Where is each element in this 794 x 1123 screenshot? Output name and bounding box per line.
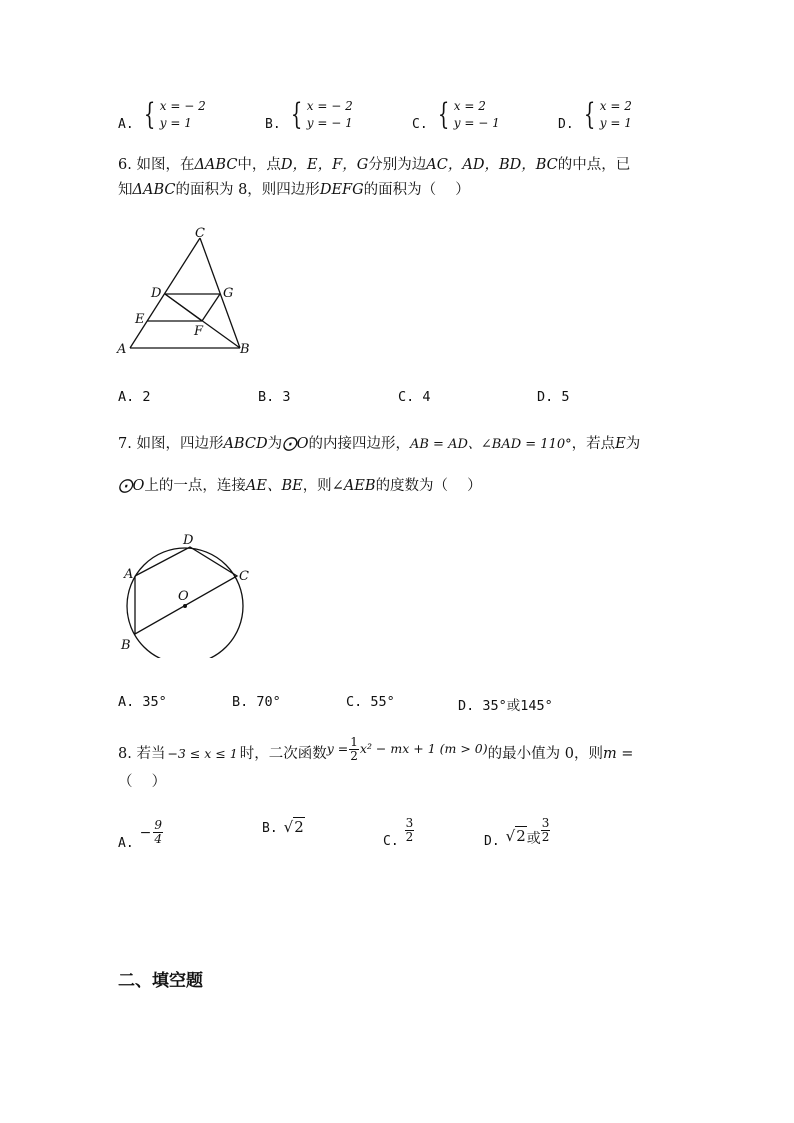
option-label: A. <box>118 389 135 405</box>
radicand: 2 <box>516 826 526 845</box>
text: 6. 如图，在 <box>118 157 195 173</box>
text: 的面积为（ ） <box>363 182 470 198</box>
option-label: B. <box>258 389 275 405</box>
text: 时，二次函数 <box>239 746 327 762</box>
numerator: 1 <box>350 734 358 749</box>
q8-stem-line2 <box>118 770 166 794</box>
text: 8. 若当 <box>118 746 166 762</box>
math: AB = AD、∠BAD = 110° <box>409 437 572 452</box>
brace-icon: { <box>143 97 155 132</box>
label-g: G <box>223 286 234 301</box>
label-f: F <box>194 324 204 339</box>
math: E <box>615 436 626 452</box>
option-label: D. <box>484 834 500 849</box>
option-label: D. <box>458 698 475 714</box>
math: AE、BE <box>245 478 303 494</box>
text: 上的一点，连接 <box>144 478 246 494</box>
option-value: 55° <box>370 694 395 710</box>
label-d: D <box>183 533 194 548</box>
option-label: D. <box>558 117 574 132</box>
equation-line: y = 1 <box>599 116 632 130</box>
text: 分别为边 <box>368 157 427 173</box>
equation-system <box>434 98 500 132</box>
numerator: 3 <box>405 816 414 830</box>
section-heading-fill-in: 二、填空题 <box>118 971 203 991</box>
option-value: 5 <box>561 389 570 405</box>
numerator: 9 <box>154 818 163 832</box>
denominator: 4 <box>154 832 163 846</box>
q6-option-a[interactable] <box>118 389 151 405</box>
label-a: A <box>124 567 134 582</box>
segment-ac <box>130 238 200 348</box>
q5-option-d[interactable] <box>558 98 632 132</box>
q7-option-b[interactable] <box>232 694 281 710</box>
math: − <box>139 824 152 841</box>
brace-icon: { <box>583 97 595 132</box>
q7-option-a[interactable] <box>118 694 167 710</box>
square-root: √2 <box>505 826 526 845</box>
text: 的最小值为 0，则 <box>487 746 603 762</box>
q5-option-a[interactable] <box>118 98 206 132</box>
q8-stem-line1 <box>118 734 634 766</box>
q5-option-b[interactable] <box>265 98 353 132</box>
denominator: 2 <box>405 830 414 844</box>
math: ABCD <box>223 436 268 452</box>
label-e: E <box>135 312 145 327</box>
text: 中，点 <box>237 157 281 173</box>
option-label: C. <box>398 389 415 405</box>
equation-line: y = 1 <box>159 116 192 130</box>
q7-option-d[interactable] <box>458 694 553 714</box>
label-b: B <box>240 342 250 357</box>
math: x² − mx + 1 (m > 0) <box>359 741 488 756</box>
option-label: A. <box>118 117 134 132</box>
option-label: C. <box>346 694 363 710</box>
math: AC，AD，BD，BC <box>426 157 558 173</box>
math: ⨀O <box>118 478 145 494</box>
label-d: D <box>151 286 162 301</box>
fraction <box>541 817 551 844</box>
q7-stem-line2 <box>118 474 482 498</box>
q6-option-d[interactable] <box>537 389 570 405</box>
q6-stem-line1 <box>118 153 630 177</box>
label-o: O <box>178 589 189 604</box>
equation-line: y = − 1 <box>306 116 353 130</box>
q8-option-d[interactable] <box>484 812 550 849</box>
q6-option-b[interactable] <box>258 389 291 405</box>
q6-stem-line2 <box>118 178 470 202</box>
label-c: C <box>239 569 249 584</box>
text: 为 <box>267 436 283 452</box>
text: 的内接四边形， <box>308 436 410 452</box>
fraction <box>405 817 415 844</box>
equation-system <box>580 98 632 132</box>
text: （ ） <box>118 774 167 790</box>
text: ，若点 <box>571 436 616 452</box>
option-label: B. <box>232 694 249 710</box>
equation-line: x = 2 <box>453 99 486 113</box>
option-value: 2 <box>142 389 151 405</box>
q6-option-c[interactable] <box>398 389 431 405</box>
option-label: A. <box>118 836 134 851</box>
math: ⨀O <box>282 436 309 452</box>
label-b: B <box>121 638 131 653</box>
center-point <box>183 604 187 608</box>
segment-bc <box>200 238 240 348</box>
q8-option-b[interactable] <box>262 818 305 836</box>
option-value: 3 <box>282 389 291 405</box>
option-value: 35°或145° <box>482 698 553 714</box>
math: ∠AEB <box>331 478 376 494</box>
text: 的度数为（ ） <box>375 478 482 494</box>
math: DEFG <box>319 182 364 198</box>
option-value: 70° <box>256 694 281 710</box>
text: ，则 <box>302 478 332 494</box>
fraction <box>349 736 359 763</box>
option-value: 35° <box>142 694 167 710</box>
option-label: D. <box>537 389 554 405</box>
q8-option-c[interactable] <box>383 812 414 849</box>
math: ΔABC <box>194 157 238 173</box>
text: 的中点，已 <box>557 157 631 173</box>
option-label: B. <box>265 117 281 132</box>
text: 或 <box>526 830 541 847</box>
brace-icon: { <box>290 97 302 132</box>
text: 为 <box>625 436 641 452</box>
equation-system <box>287 98 353 132</box>
brace-icon: { <box>437 97 449 132</box>
option-label: C. <box>383 834 399 849</box>
equation-system <box>140 98 206 132</box>
text: 的面积为 8，则四边形 <box>175 182 320 198</box>
q7-circle-figure <box>112 528 262 658</box>
math: D，E，F，G <box>280 157 369 173</box>
equation-line: x = − 2 <box>306 99 353 113</box>
text: 知 <box>118 182 133 198</box>
q6-triangle-figure <box>112 222 262 362</box>
option-label: B. <box>262 821 278 836</box>
text: 7. 如图，四边形 <box>118 436 224 452</box>
label-c: C <box>195 226 205 241</box>
q7-stem-line1 <box>118 432 640 457</box>
q8-option-a[interactable] <box>118 814 163 851</box>
option-label: A. <box>118 694 135 710</box>
option-label: C. <box>412 117 428 132</box>
numerator: 3 <box>541 816 550 830</box>
denominator: 2 <box>541 830 550 844</box>
math: y = <box>326 741 349 756</box>
option-value: 4 <box>422 389 431 405</box>
denominator: 2 <box>350 748 358 763</box>
segment-fg <box>202 294 220 321</box>
equation-line: x = 2 <box>599 99 632 113</box>
equation-line: x = − 2 <box>159 99 206 113</box>
function-expression <box>327 736 488 763</box>
square-root: √2 <box>283 818 304 836</box>
math: m = <box>602 746 634 762</box>
radicand: 2 <box>294 818 304 836</box>
fraction <box>153 819 163 846</box>
q7-option-c[interactable] <box>346 694 395 710</box>
label-a: A <box>117 342 127 357</box>
q5-option-c[interactable] <box>412 98 500 132</box>
equation-line: y = − 1 <box>453 116 500 130</box>
math: −3 ≤ x ≤ 1 <box>167 746 238 761</box>
math: ΔABC <box>132 182 176 198</box>
